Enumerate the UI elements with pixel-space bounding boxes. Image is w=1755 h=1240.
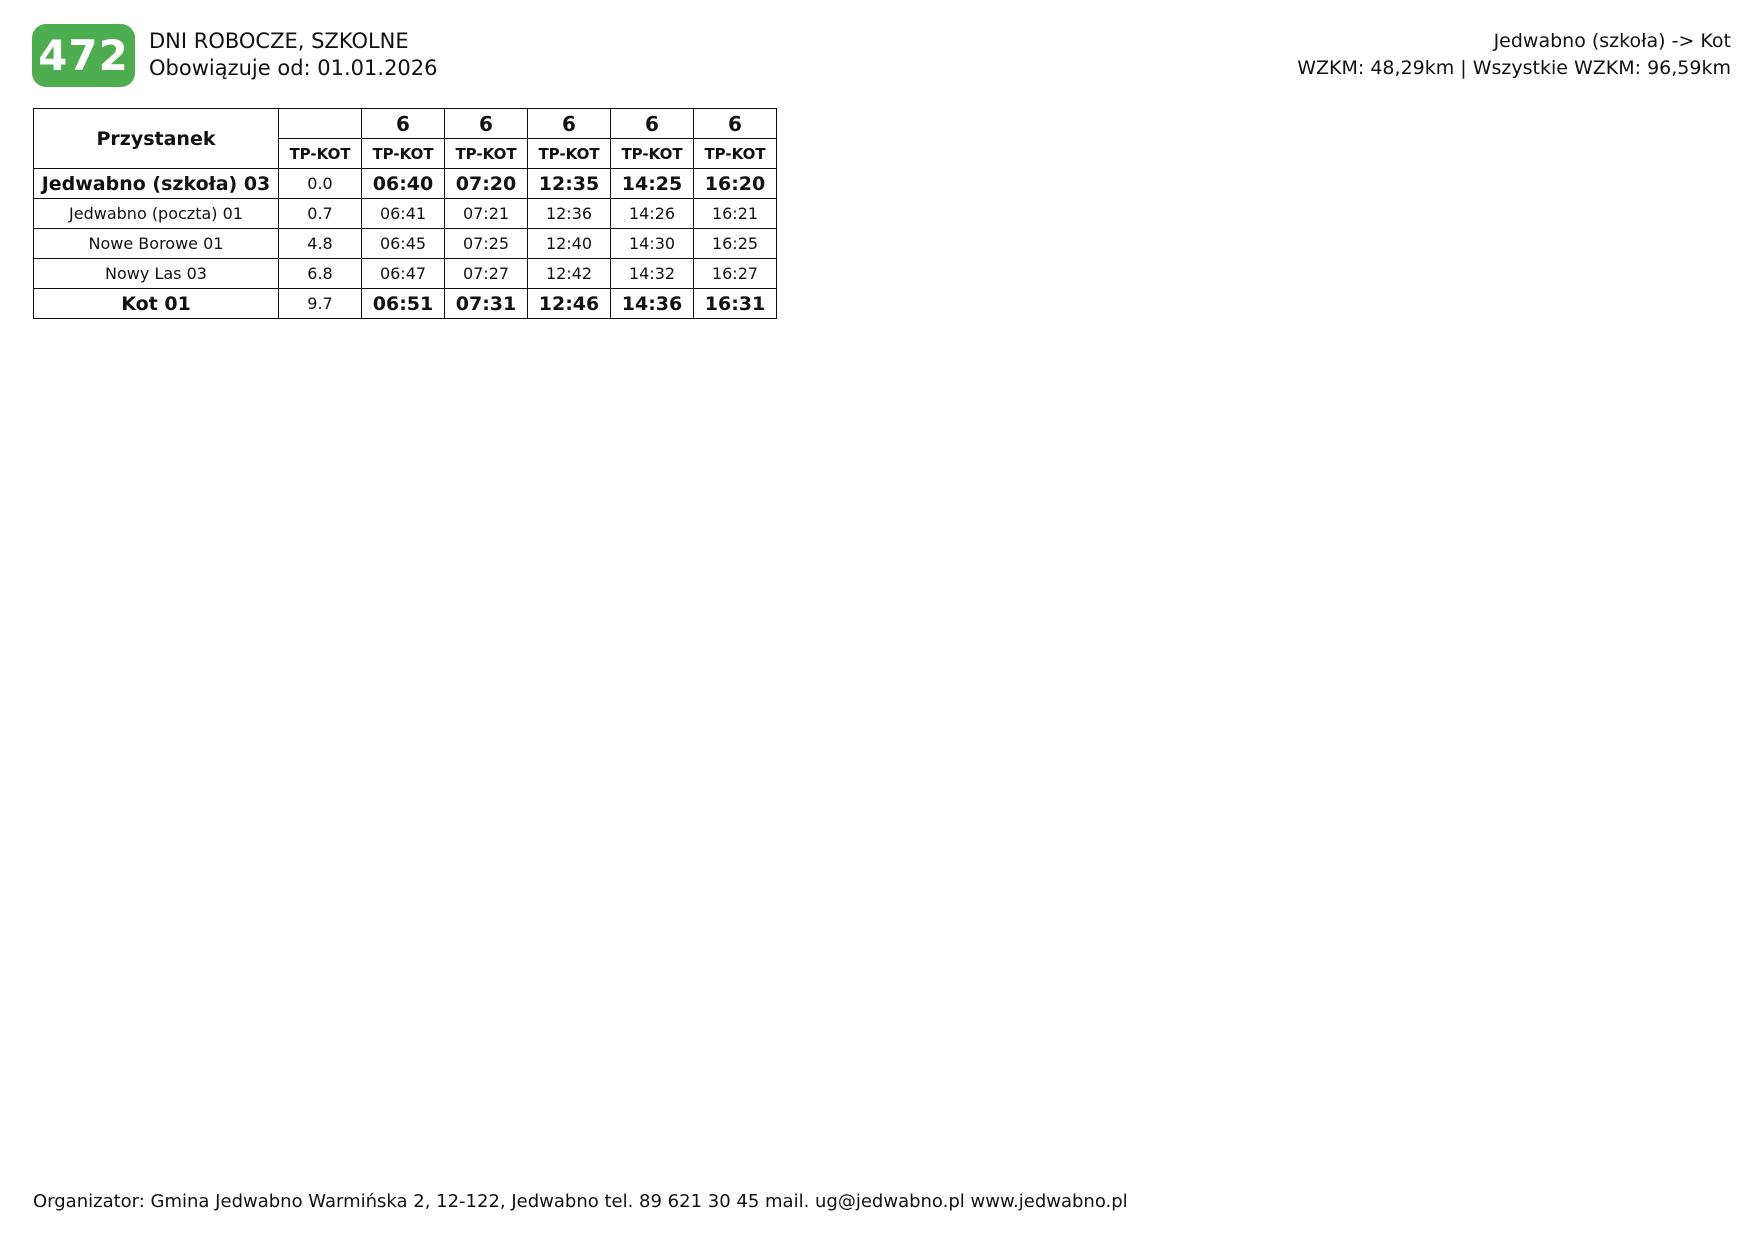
departure-time: 14:36 bbox=[611, 289, 694, 319]
departure-time: 06:47 bbox=[362, 259, 445, 289]
stop-km: 6.8 bbox=[279, 259, 362, 289]
course-number: 6 bbox=[445, 109, 528, 139]
course-number: 6 bbox=[362, 109, 445, 139]
line-number-badge: 472 bbox=[32, 24, 135, 87]
departure-time: 07:20 bbox=[445, 169, 528, 199]
departure-time: 12:42 bbox=[528, 259, 611, 289]
course-number: 6 bbox=[611, 109, 694, 139]
stop-name: Jedwabno (szkoła) 03 bbox=[34, 169, 279, 199]
stop-km: 4.8 bbox=[279, 229, 362, 259]
departure-time: 12:40 bbox=[528, 229, 611, 259]
stop-name: Nowy Las 03 bbox=[34, 259, 279, 289]
departure-time: 16:27 bbox=[694, 259, 777, 289]
course-variant: TP-KOT bbox=[611, 139, 694, 169]
stop-name: Jedwabno (poczta) 01 bbox=[34, 199, 279, 229]
km-variant-header: TP-KOT bbox=[279, 139, 362, 169]
course-variant: TP-KOT bbox=[528, 139, 611, 169]
table-row bbox=[34, 169, 777, 199]
course-variant: TP-KOT bbox=[445, 139, 528, 169]
table-row bbox=[34, 259, 777, 289]
schedule-info bbox=[149, 28, 438, 82]
distance-summary: WZKM: 48,29km | Wszystkie WZKM: 96,59km bbox=[1297, 57, 1731, 79]
departure-time: 07:31 bbox=[445, 289, 528, 319]
route-info bbox=[1297, 28, 1731, 82]
departure-time: 07:27 bbox=[445, 259, 528, 289]
departure-time: 06:40 bbox=[362, 169, 445, 199]
departure-time: 06:45 bbox=[362, 229, 445, 259]
departure-time: 16:31 bbox=[694, 289, 777, 319]
stop-km: 0.7 bbox=[279, 199, 362, 229]
course-number: 6 bbox=[694, 109, 777, 139]
table-row bbox=[34, 289, 777, 319]
departure-time: 14:26 bbox=[611, 199, 694, 229]
course-number-row bbox=[34, 109, 777, 139]
route-direction: Jedwabno (szkoła) -> Kot bbox=[1493, 30, 1731, 52]
stop-km: 0.0 bbox=[279, 169, 362, 199]
course-number: 6 bbox=[528, 109, 611, 139]
departure-time: 06:51 bbox=[362, 289, 445, 319]
course-variant: TP-KOT bbox=[694, 139, 777, 169]
stop-name: Kot 01 bbox=[34, 289, 279, 319]
departure-time: 16:20 bbox=[694, 169, 777, 199]
organizer-footer: Organizator: Gmina Jedwabno Warmińska 2, 12-122, Jedwabno tel. 89 621 30 45 mail. ug@jedwabno.pl www.jedwabno.pl bbox=[33, 1191, 1128, 1212]
stop-name: Nowe Borowe 01 bbox=[34, 229, 279, 259]
stop-column-header: Przystanek bbox=[34, 109, 279, 169]
course-variant: TP-KOT bbox=[362, 139, 445, 169]
departure-time: 07:25 bbox=[445, 229, 528, 259]
table-row bbox=[34, 199, 777, 229]
departure-time: 12:36 bbox=[528, 199, 611, 229]
departure-time: 16:21 bbox=[694, 199, 777, 229]
timetable bbox=[33, 108, 777, 319]
departure-time: 06:41 bbox=[362, 199, 445, 229]
day-type: DNI ROBOCZE, SZKOLNE bbox=[149, 29, 409, 53]
departure-time: 12:46 bbox=[528, 289, 611, 319]
departure-time: 07:21 bbox=[445, 199, 528, 229]
departure-time: 14:25 bbox=[611, 169, 694, 199]
departure-time: 16:25 bbox=[694, 229, 777, 259]
departure-time: 14:32 bbox=[611, 259, 694, 289]
km-column-header-blank bbox=[279, 109, 362, 139]
departure-time: 12:35 bbox=[528, 169, 611, 199]
departure-time: 14:30 bbox=[611, 229, 694, 259]
stop-km: 9.7 bbox=[279, 289, 362, 319]
table-row bbox=[34, 229, 777, 259]
valid-from: Obowiązuje od: 01.01.2026 bbox=[149, 56, 438, 80]
